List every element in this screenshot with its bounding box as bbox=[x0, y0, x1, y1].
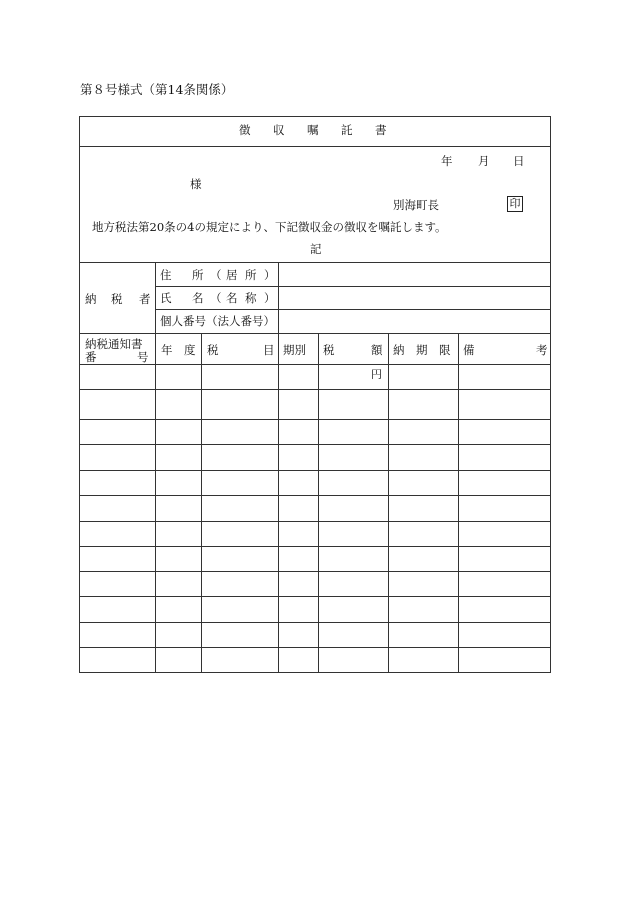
address-label-part: 所 bbox=[192, 268, 204, 282]
taxpayer-label-char: 者 bbox=[139, 292, 151, 306]
taxpayer-row-line bbox=[155, 286, 551, 287]
address-label-part: 住 bbox=[160, 268, 172, 282]
form-frame bbox=[79, 116, 551, 673]
form-number: 第８号様式（第14条関係） bbox=[80, 82, 234, 97]
taxpayer-label-divider bbox=[155, 262, 156, 333]
title-char: 嘱 bbox=[307, 123, 319, 137]
table-row-line bbox=[79, 647, 551, 648]
yen-unit: 円 bbox=[371, 368, 382, 381]
header-year-a: 年 bbox=[161, 343, 173, 357]
header-notice-line2b: 号 bbox=[137, 350, 149, 364]
ki-label: 記 bbox=[310, 242, 322, 256]
table-row-line bbox=[79, 364, 551, 365]
name-label-part: ） bbox=[264, 291, 276, 305]
seal-mark: 印 bbox=[507, 196, 523, 212]
table-row-line bbox=[79, 389, 551, 390]
header-amount-a: 税 bbox=[323, 343, 335, 357]
name-label-part: 名 bbox=[226, 291, 238, 305]
header-remarks-a: 備 bbox=[463, 343, 475, 357]
table-row-line bbox=[79, 419, 551, 420]
date-day: 日 bbox=[513, 154, 525, 168]
title-char: 託 bbox=[341, 123, 353, 137]
table-row-line bbox=[79, 546, 551, 547]
name-label-part: 称 bbox=[245, 291, 257, 305]
header-amount-b: 額 bbox=[371, 343, 383, 357]
title-char: 収 bbox=[273, 123, 285, 137]
name-label-part: 氏 bbox=[160, 291, 172, 305]
header-item-a: 税 bbox=[207, 343, 219, 357]
taxpayer-label-char: 税 bbox=[111, 292, 123, 306]
taxpayer-value-divider bbox=[278, 262, 279, 333]
header-item-b: 目 bbox=[263, 343, 275, 357]
header-period: 期別 bbox=[283, 343, 306, 357]
taxpayer-label-char: 納 bbox=[85, 292, 97, 306]
date-month: 月 bbox=[478, 154, 490, 168]
name-label-part: （ bbox=[210, 291, 222, 305]
table-header-top-line bbox=[79, 333, 551, 334]
taxpayer-row-line bbox=[155, 309, 551, 310]
document-title bbox=[79, 122, 551, 140]
issuer: 別海町長 bbox=[393, 198, 439, 212]
address-label-part: 所 bbox=[245, 268, 257, 282]
address-label-part: ） bbox=[264, 268, 276, 282]
name-label-part: 名 bbox=[192, 291, 204, 305]
table-row-line bbox=[79, 596, 551, 597]
table-row-line bbox=[79, 444, 551, 445]
title-divider bbox=[79, 146, 551, 147]
address-label-part: （ bbox=[210, 268, 222, 282]
address-label-part: 居 bbox=[226, 268, 238, 282]
number-label: 個人番号（法人番号） bbox=[160, 314, 275, 328]
header-notice-line1: 納税通知書 bbox=[85, 337, 143, 351]
table-row-line bbox=[79, 495, 551, 496]
header-deadline: 納 期 限 bbox=[393, 343, 451, 357]
statement: 地方税法第20条の4の規定により、下記徴収金の徴収を嘱託します。 bbox=[92, 220, 447, 234]
table-row-line bbox=[79, 470, 551, 471]
header-remarks-b: 考 bbox=[536, 343, 548, 357]
table-row-line bbox=[79, 571, 551, 572]
letter-divider bbox=[79, 262, 551, 263]
title-char: 書 bbox=[375, 123, 387, 137]
table-row-line bbox=[79, 622, 551, 623]
date-year: 年 bbox=[441, 154, 453, 168]
title-char: 徴 bbox=[239, 123, 251, 137]
table-row-line bbox=[79, 521, 551, 522]
header-notice-line2a: 番 bbox=[85, 350, 97, 364]
header-year-b: 度 bbox=[184, 343, 196, 357]
addressee-suffix: 様 bbox=[190, 177, 202, 191]
